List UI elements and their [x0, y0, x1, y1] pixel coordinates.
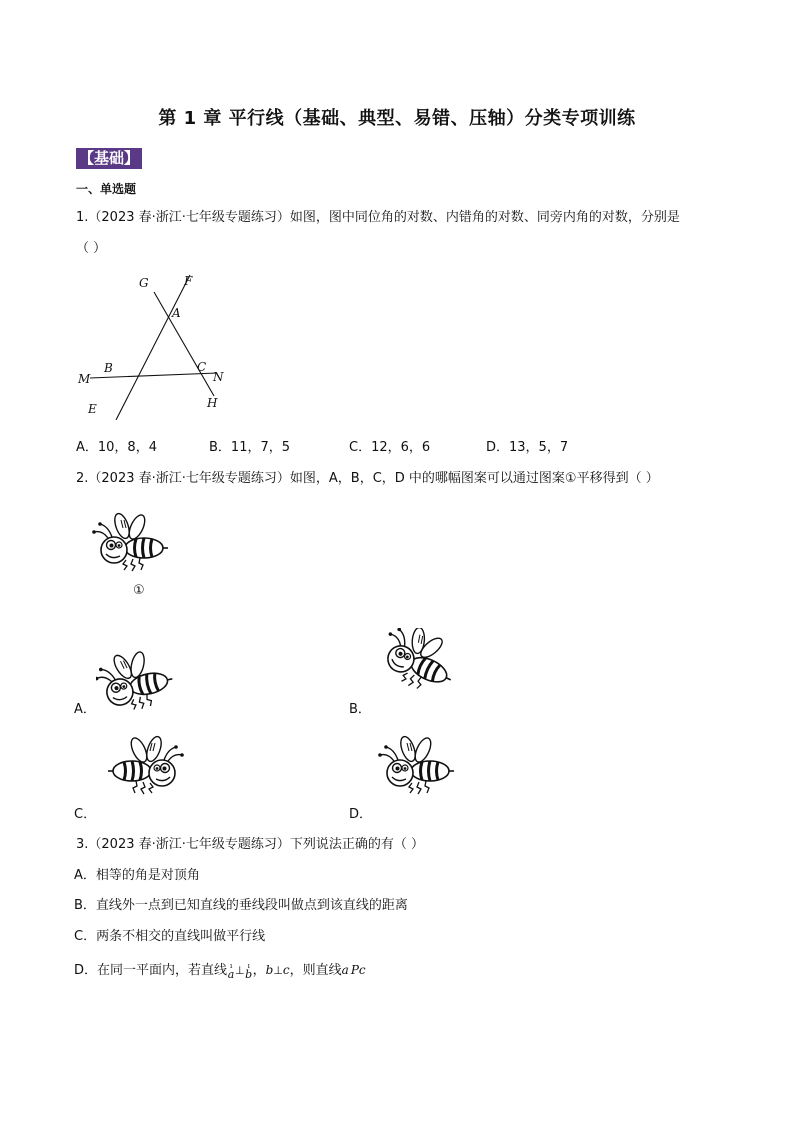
- option-d-prefix: D．在同一平面内，若直线: [74, 963, 228, 978]
- bee-option-b-image: [380, 628, 470, 700]
- label-f: F: [184, 274, 193, 288]
- bee-option-c-image: [100, 733, 184, 799]
- label-c: C: [197, 360, 207, 374]
- question-1-option-a: A．10，8，4: [76, 440, 157, 455]
- question-1-option-c: C．12，6，6: [349, 440, 431, 455]
- label-h: H: [207, 396, 218, 410]
- question-1-option-d: D．13，5，7: [486, 440, 569, 455]
- section-tag-basic: 【基础】: [76, 148, 142, 169]
- parallel-symbol: P: [350, 963, 359, 977]
- question-3-option-a: A．相等的角是对顶角: [74, 868, 200, 883]
- line-gh: [154, 292, 214, 396]
- symbol-b: ı b: [245, 962, 253, 981]
- question-3-text: 3.（2023 春·浙江·七年级专题练习）下列说法正确的有（ ）: [76, 837, 425, 852]
- option-d-mid: ，则直线: [289, 963, 342, 978]
- bee-option-a-image: [96, 648, 180, 714]
- label-m: M: [78, 372, 91, 386]
- label-a: A: [172, 306, 181, 320]
- separator: ，: [252, 963, 266, 978]
- symbol-c2: c: [358, 963, 366, 977]
- line-ef: [116, 274, 193, 420]
- reference-figure-label: ①: [133, 583, 145, 598]
- question-2-text: 2.（2023 春·浙江·七年级专题练习）如图，A，B，C，D 中的哪幅图案可以通过图案①平移得到（ ）: [76, 471, 659, 486]
- label-n: N: [213, 370, 224, 384]
- label-g: G: [139, 276, 149, 290]
- page-title: 第 1 章 平行线（基础、典型、易错、压轴）分类专项训练: [158, 108, 636, 129]
- question-3-option-c: C．两条不相交的直线叫做平行线: [74, 929, 266, 944]
- question-1-option-b: B．11，7，5: [209, 440, 291, 455]
- question-2-option-a: A．: [74, 702, 96, 717]
- question-3-option-b: B．直线外一点到已知直线的垂线段叫做点到该直线的距离: [74, 898, 408, 913]
- section-heading: 一、单选题: [76, 182, 137, 196]
- question-3-option-d: [74, 959, 366, 981]
- symbol-c: c: [282, 963, 290, 977]
- bee-reference-image: [92, 510, 176, 576]
- question-1-paren: （ ）: [76, 241, 107, 256]
- label-b: B: [104, 361, 113, 375]
- question-1-text: 1.（2023 春·浙江·七年级专题练习）如图，图中同位角的对数、内错角的对数、同旁内角的对数，分别是: [76, 210, 680, 225]
- label-e: E: [88, 402, 97, 416]
- bee-option-d-image: [378, 733, 462, 799]
- question-2-option-d: D．: [349, 807, 373, 822]
- perp-symbol: ⊥: [235, 964, 245, 977]
- perp-symbol-2: ⊥: [273, 964, 283, 977]
- question-2-option-b: B．: [349, 702, 371, 717]
- symbol-a2: a: [341, 963, 349, 977]
- question-2-option-c: C．: [74, 807, 97, 822]
- symbol-a: ı a: [227, 962, 235, 981]
- symbol-b2: b: [265, 963, 274, 977]
